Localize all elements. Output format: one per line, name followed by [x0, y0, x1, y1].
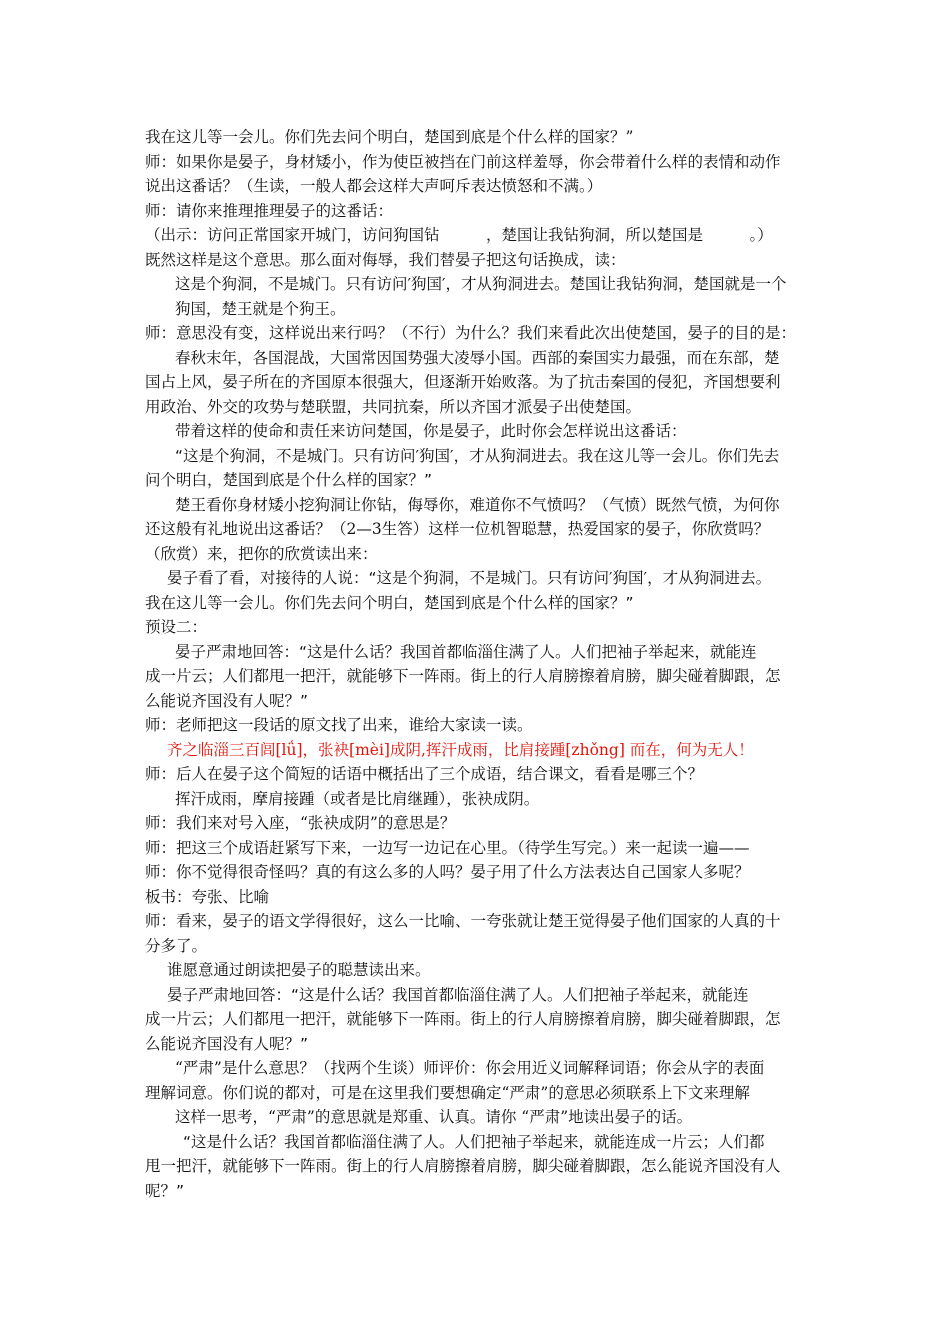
text-line: 分多了。 [145, 936, 208, 955]
text-line: 师：看来，晏子的语文学得很好，这么一比喻、一夸张就让楚王觉得晏子他们国家的人真的十 [145, 912, 781, 930]
text-line: “这是个狗洞，不是城门。只有访问′狗国′，才从狗洞进去。我在这儿等一会儿。你们先去 [175, 446, 780, 465]
text-line: 师：如果你是晏子，身材矮小，作为使臣被挡在门前这样羞辱，你会带着什么样的表情和动作 [145, 152, 781, 171]
text-line: 板书：夸张、比喻 [145, 887, 270, 906]
text-line: （欣赏）来，把你的欣赏读出来： [145, 544, 378, 563]
text-line: “严肃”是什么意思？（找两个生谈）师评价：你会用近义词解释词语；你会从字的表面 [175, 1059, 765, 1077]
text-line: 晏子严肃地回答：“这是什么话？我国首都临淄住满了人。人们把袖子举起来，就能连 [167, 985, 749, 1004]
text-line: 谁愿意通过朗读把晏子的聪慧读出来。 [167, 961, 431, 979]
text-line: 这样一思考，“严肃”的意思就是郑重、认真。请你 “严肃”地读出晏子的话。 [175, 1108, 693, 1126]
classical-quote-line: 齐之临淄三百闾[lǘ]，张袂[mèi]成阴,挥汗成雨，比肩接踵[zhǒng] 而在，何为无人！ [167, 740, 754, 759]
text-line: 师：请你来推理推理晏子的这番话： [145, 201, 394, 220]
text-line: 晏子严肃地回答：“这是什么话？我国首都临淄住满了人。人们把袖子举起来，就能连 [175, 642, 757, 661]
text-line: 用政治、外交的攻势与楚联盟，共同抗秦，所以齐国才派晏子出使楚国。 [145, 397, 642, 416]
text-line: 挥汗成雨，摩肩接踵（或者是比肩继踵），张袂成阴。 [175, 789, 540, 808]
text-line: 师：我们来对号入座，“张袂成阴”的意思是？ [145, 814, 456, 832]
text-line: 呢？” [145, 1181, 185, 1200]
text-line: 预设二： [145, 618, 208, 636]
text-line: 我在这儿等一会儿。你们先去问个明白，楚国到底是个什么样的国家？” [145, 593, 634, 612]
text-line: 成一片云；人们都甩一把汗，就能够下一阵雨。街上的行人肩膀擦着肩膀，脚尖碰着脚跟，怎 [145, 1010, 781, 1028]
text-line: 还这般有礼地说出这番话？（2—3生答）这样一位机智聪慧，热爱国家的晏子，你欣赏吗？ [145, 520, 770, 538]
text-line: 么能说齐国没有人呢？” [145, 691, 309, 710]
text-line: 么能说齐国没有人呢？” [145, 1034, 309, 1053]
text-line: “这是什么话？我国首都临淄住满了人。人们把袖子举起来，就能连成一片云；人们都 [183, 1132, 765, 1151]
text-line: 这是个狗洞，不是城门。只有访问′狗国′，才从狗洞进去。楚国让我钻狗洞，楚国就是一个 [175, 275, 787, 293]
text-line: （出示：访问正常国家开城门，访问狗国钻 ，楚国让我钻狗洞，所以楚国是 。） [145, 226, 773, 244]
text-line: 师：把这三个成语赶紧写下来，一边写一边记在心里。（待学生写完。）来一起读一遍—— [145, 838, 750, 857]
text-line: 楚王看你身材矮小挖狗洞让你钻，侮辱你，难道你不气愤吗？（气愤）既然气愤，为何你 [175, 495, 780, 514]
text-line: 既然这样是这个意思。那么面对侮辱，我们替晏子把这句话换成，读： [145, 250, 626, 269]
text-line: 师：老师把这一段话的原文找了出来，谁给大家读一读。 [145, 716, 533, 734]
text-line: 师：你不觉得很奇怪吗？真的有这么多的人吗？晏子用了什么方法表达自己国家人多呢？ [145, 863, 750, 881]
text-line: 说出这番话？（生读，一般人都会这样大声呵斥表达愤怒和不满。） [145, 177, 603, 195]
text-line: 晏子看了看，对接待的人说：“这是个狗洞，不是城门。只有访问′狗国′，才从狗洞进去。 [167, 569, 772, 587]
text-line: 我在这儿等一会儿。你们先去问个明白，楚国到底是个什么样的国家？” [145, 128, 634, 146]
text-line: 问个明白，楚国到底是个什么样的国家？” [145, 471, 433, 489]
text-line: 理解词意。你们说的都对，可是在这里我们要想确定“严肃”的意思必须联系上下文来理解 [145, 1083, 750, 1102]
text-line: 甩一把汗，就能够下一阵雨。街上的行人肩膀擦着肩膀，脚尖碰着脚跟，怎么能说齐国没有人 [145, 1157, 781, 1175]
text-line: 春秋末年，各国混战，大国常因国势强大凌辱小国。西部的秦国实力最强，而在东部，楚 [175, 348, 780, 367]
text-line: 师：意思没有变，这样说出来行吗？（不行）为什么？我们来看此次出使楚国，晏子的目的是： [145, 324, 797, 342]
text-line: 国占上风，晏子所在的齐国原本很强大，但逐渐开始败落。为了抗击秦国的侵犯，齐国想要利 [145, 373, 781, 391]
text-line: 成一片云；人们都甩一把汗，就能够下一阵雨。街上的行人肩膀擦着肩膀，脚尖碰着脚跟，怎 [145, 667, 781, 685]
text-line: 带着这样的使命和责任来访问楚国，你是晏子，此时你会怎样说出这番话： [175, 422, 687, 440]
text-line: 狗国，楚王就是个狗王。 [175, 299, 346, 318]
text-line: 师：后人在晏子这个简短的话语中概括出了三个成语，结合课文，看看是哪三个？ [145, 765, 704, 783]
